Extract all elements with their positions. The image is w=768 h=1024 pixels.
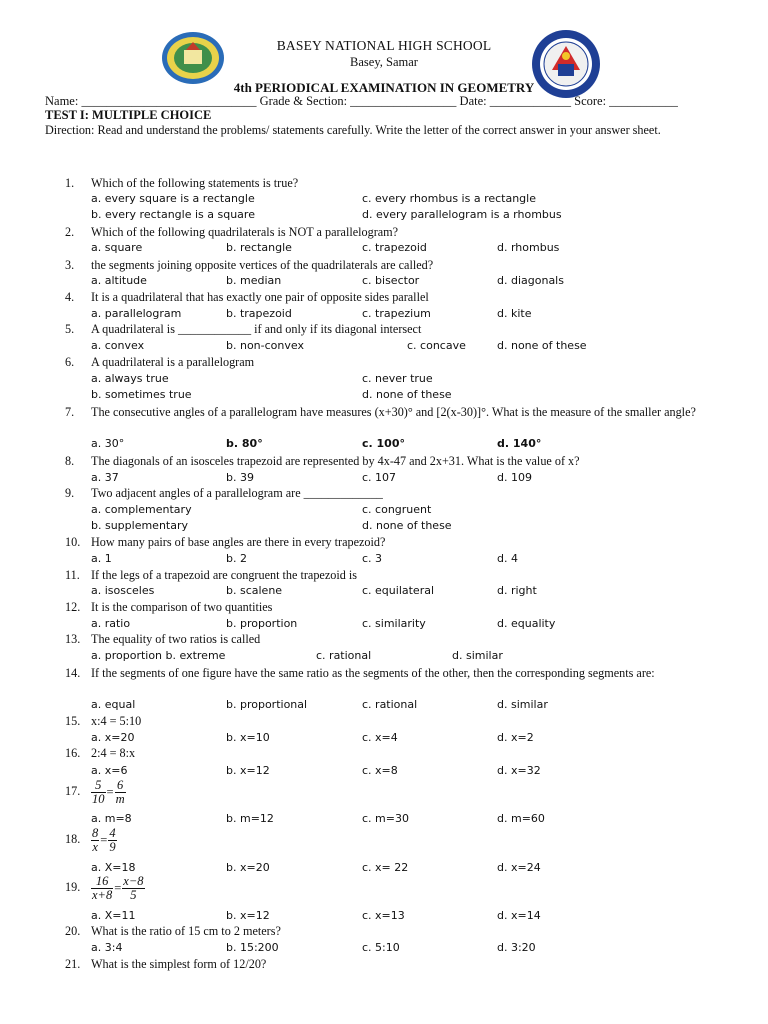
option: d. 3:20 (497, 941, 536, 954)
option: d. right (497, 584, 537, 597)
option: d. 109 (497, 471, 532, 484)
option: c. every rhombus is a rectangle (362, 192, 536, 205)
option: b. x=20 (226, 861, 270, 874)
option: b. m=12 (226, 812, 274, 825)
question-16: 16. 2:4 = 8:x (65, 746, 136, 760)
question-20: 20. What is the ratio of 15 cm to 2 meters? (65, 924, 281, 938)
question-8: 8. The diagonals of an isosceles trapezoid are represented by 4x-47 and 2x+31. What is the value of x? (65, 454, 580, 468)
option: b. scalene (226, 584, 283, 597)
option: a. proportion b. extreme (91, 649, 226, 662)
option: b. 15:200 (226, 941, 279, 954)
option: d. diagonals (497, 274, 564, 287)
option: a. convex (91, 339, 145, 352)
option: c. 3 (362, 552, 383, 565)
option: d. none of these (497, 339, 587, 352)
option: b. every rectangle is a square (91, 208, 255, 221)
option: b. x=12 (226, 764, 270, 777)
option: b. trapezoid (226, 307, 292, 320)
question-21: 21. What is the simplest form of 12/20? (65, 957, 267, 971)
option: c. equilateral (362, 584, 435, 597)
option: c. similarity (362, 617, 426, 630)
option: a. 3:4 (91, 941, 123, 954)
student-info-line: Name: ____________________________ Grade & Section: _________________ Date: _____________ Score: ___________ (45, 94, 678, 108)
option: a. 1 (91, 552, 112, 565)
option: d. none of these (362, 519, 452, 532)
option: c. x=8 (362, 764, 398, 777)
question-18: 18. $\frac{8}{x}$ = $\frac{4}{9}$ (65, 826, 116, 854)
option: c. 107 (362, 471, 397, 484)
option: a. X=18 (91, 861, 136, 874)
option: d. similar (497, 698, 548, 711)
option: c. rational (362, 698, 418, 711)
option: a. isosceles (91, 584, 155, 597)
question-15: 15. x:4 = 5:10 (65, 714, 142, 728)
option: a. equal (91, 698, 136, 711)
option: a. X=11 (91, 909, 136, 922)
question-9: 9. Two adjacent angles of a parallelogram are _____________ (65, 486, 383, 500)
option: d. 4 (497, 552, 518, 565)
question-6: 6. A quadrilateral is a parallelogram (65, 355, 255, 369)
option: d. x=2 (497, 731, 534, 744)
question-12: 12. It is the comparison of two quantities (65, 600, 273, 614)
test-title: TEST I: MULTIPLE CHOICE (45, 108, 212, 122)
option: b. median (226, 274, 282, 287)
option: c. x= 22 (362, 861, 409, 874)
option: a. complementary (91, 503, 192, 516)
option: d. m=60 (497, 812, 545, 825)
fraction: $\frac{4}{9}$ (109, 826, 116, 854)
option: c. congruent (362, 503, 432, 516)
option: b. x=12 (226, 909, 270, 922)
option: a. ratio (91, 617, 131, 630)
school-name: BASEY NATIONAL HIGH SCHOOL (276, 38, 492, 53)
option: d. every parallelogram is a rhombus (362, 208, 562, 221)
option: d. x=14 (497, 909, 541, 922)
option: a. parallelogram (91, 307, 182, 320)
option: b. sometimes true (91, 388, 192, 401)
option: a. x=6 (91, 764, 128, 777)
question-17: 17. $\frac{5}{10}$ = $\frac{6}{m}$ (65, 778, 125, 806)
question-14: 14. If the segments of one figure have the same ratio as the segments of the other, then the corresponding segments are: (65, 666, 655, 680)
option: d. 140° (497, 437, 542, 450)
question-3: 3. the segments joining opposite vertices of the quadrilaterals are called? (65, 258, 434, 272)
option: c. x=13 (362, 909, 405, 922)
option: a. 30° (91, 437, 125, 450)
option: c. 5:10 (362, 941, 400, 954)
option: a. always true (91, 372, 169, 385)
option: c. trapezium (362, 307, 431, 320)
option: d. similar (452, 649, 503, 662)
option: b. 2 (226, 552, 247, 565)
fraction: $\frac{16}{x+8}$ (92, 874, 113, 902)
option: c. trapezoid (362, 241, 427, 254)
option: c. never true (362, 372, 433, 385)
option: b. 39 (226, 471, 254, 484)
option: a. square (91, 241, 143, 254)
question-13: 13. The equality of two ratios is called (65, 632, 261, 646)
option: b. proportion (226, 617, 298, 630)
option: b. proportional (226, 698, 308, 711)
option: b. 80° (226, 437, 263, 450)
option: d. rhombus (497, 241, 560, 254)
option: a. altitude (91, 274, 147, 287)
question-2: 2. Which of the following quadrilaterals is NOT a parallelogram? (65, 225, 399, 239)
question-7: 7. The consecutive angles of a parallelogram have measures (x+30)° and [2(x-30)]°. What is the measure of the smaller angle? (65, 405, 696, 419)
exam-title: 4th PERIODICAL EXAMINATION IN GEOMETRY (233, 80, 535, 95)
option: c. concave (407, 339, 466, 352)
option: d. none of these (362, 388, 452, 401)
question-1: 1. Which of the following statements is true? (65, 176, 299, 190)
option: b. non-convex (226, 339, 304, 352)
option: c. bisector (362, 274, 420, 287)
option: c. rational (316, 649, 372, 662)
option: b. rectangle (226, 241, 292, 254)
option: a. x=20 (91, 731, 135, 744)
option: d. kite (497, 307, 532, 320)
fraction: $\frac{x-8}{5}$ (123, 874, 144, 902)
school-location: Basey, Samar (350, 55, 418, 69)
option: d. x=32 (497, 764, 541, 777)
option: a. every square is a rectangle (91, 192, 255, 205)
fraction: $\frac{5}{10}$ (92, 778, 105, 806)
option: b. supplementary (91, 519, 189, 532)
option: c. m=30 (362, 812, 409, 825)
option: c. 100° (362, 437, 405, 450)
question-11: 11. If the legs of a trapezoid are congruent the trapezoid is (65, 568, 357, 582)
fraction: $\frac{6}{m}$ (115, 778, 125, 806)
question-4: 4. It is a quadrilateral that has exactly one pair of opposite sides parallel (65, 290, 429, 304)
option: d. equality (497, 617, 556, 630)
question-10: 10. How many pairs of base angles are there in every trapezoid? (65, 535, 386, 549)
option: b. x=10 (226, 731, 270, 744)
document-header (0, 26, 768, 86)
question-19: 19. $\frac{16}{x+8}$ = $\frac{x-8}{5}$ (65, 874, 144, 902)
option: c. x=4 (362, 731, 398, 744)
option: d. x=24 (497, 861, 541, 874)
question-5: 5. A quadrilateral is ____________ if and only if its diagonal intersect (65, 322, 422, 336)
option: a. 37 (91, 471, 119, 484)
option: a. m=8 (91, 812, 132, 825)
directions: Direction: Read and understand the problems/ statements carefully. Write the letter of the correct answer in your answer sheet. (45, 123, 661, 137)
fraction: $\frac{8}{x}$ (92, 826, 99, 854)
